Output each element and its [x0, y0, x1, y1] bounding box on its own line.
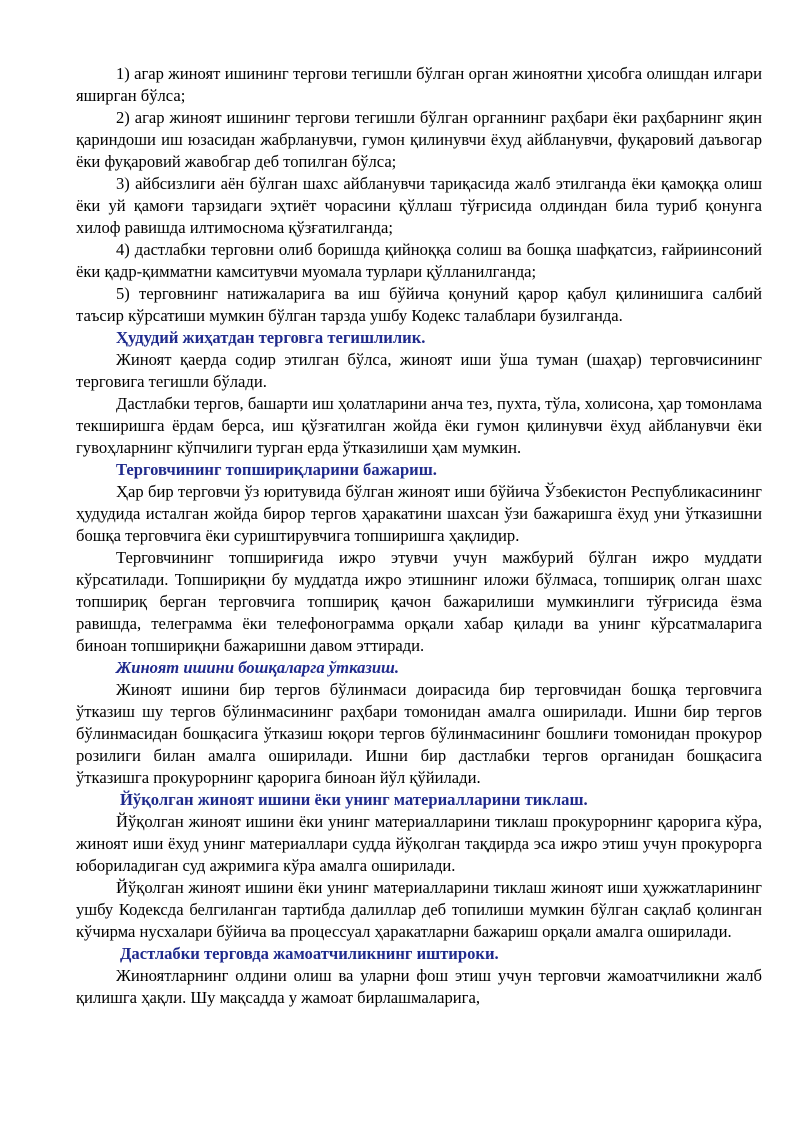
paragraph-item-4: 4) дастлабки терговни олиб боришда қийноққа солиш ва бошқа шафқатсиз, ғайриинсоний ёки қадр-қимматни камситувчи муомала турлари қўлланилганда; — [76, 240, 762, 281]
paragraph: Дастлабки тергов, башарти иш ҳолатларини анча тез, пухта, тўла, холисона, ҳар томонлама текширишга ёрдам берса, иш қўзғатилган жойда ёки гумон қилинувчи ёхуд айбланувчи ёки гувоҳларнинг кўпчилиги турган ерда ўтказилиши ҳам мумкин. — [76, 394, 762, 457]
section-heading-investigator-assignments: Терговчининг топшириқларини бажариш. — [116, 460, 437, 479]
paragraph-item-5: 5) терговнинг натижаларига ва иш бўйича қонуний қарор қабул қилинишига салбий таъсир кўрсатиши мумкин бўлган тарзда ушбу Кодекс талаблари бузилганда. — [76, 284, 762, 325]
paragraph-item-3: 3) айбсизлиги аён бўлган шахс айбланувчи тариқасида жалб этилганда ёки қамоққа олиш ёки уй қамоғи тарзидаги эҳтиёт чорасини қўллаш тўғрисида олдиндан била туриб қонунга хилоф равишда илтимоснома қўзғатилганда; — [76, 174, 762, 237]
paragraph: Жиноятларнинг олдини олиш ва уларни фош этиш учун терговчи жамоатчиликни жалб қилишга ҳақли. Шу мақсадда у жамоат бирлашмаларига, — [76, 966, 762, 1007]
paragraph: Жиноят ишини бир тергов бўлинмаси доирасида бир терговчидан бошқа терговчига ўтказиш шу тергов бўлинмасининг раҳбари томонидан амалга оширилади. Ишни бир тергов бўлинмасидан бошқасига ўтказиш юқори тергов бўлинмасининг бошлиғи томонидан прокурор розилиги билан амалга оширилади. Ишни бир дастлабки тергов органидан бошқасига ўтказишга прокурорнинг қарорига биноан йўл қўйилади. — [76, 680, 762, 787]
paragraph-item-1: 1) агар жиноят ишининг тергови тегишли бўлган орган жиноятни ҳисобга олишдан илгари яширган бўлса; — [76, 64, 762, 105]
section-heading-lost-case-restoration: Йўқолган жиноят ишини ёки унинг материалларини тиклаш. — [120, 790, 588, 809]
document-page — [76, 63, 762, 1009]
section-heading-territorial-jurisdiction: Ҳудудий жиҳатдан терговга тегишлилик. — [116, 328, 426, 347]
paragraph: Жиноят қаерда содир этилган бўлса, жиноят иши ўша туман (шаҳар) терговчисининг терговига тегишли бўлади. — [76, 350, 762, 391]
paragraph: Ҳар бир терговчи ўз юритувида бўлган жиноят иши бўйича Ўзбекистон Республикасининг ҳудудида исталган жойда бирор тергов ҳаракатини шахсан ўзи бажаришга ёхуд уни ўтказишни бошқа терговчига ёки суриштирувчига топширишга ҳақлидир. — [76, 482, 762, 545]
paragraph: Йўқолган жиноят ишини ёки унинг материалларини тиклаш жиноят иши ҳужжатларининг ушбу Кодексда белгиланган тартибда далиллар деб топилиши мумкин бўлган сақлаб қолинган кўчирма нусхалари бўйича ва процессуал ҳаракатларни бажариш орқали амалга оширилади. — [76, 878, 762, 941]
section-heading-public-participation: Дастлабки терговда жамоатчиликнинг иштироки. — [120, 944, 499, 963]
section-heading-case-transfer: Жиноят ишини бошқаларга ўтказиш. — [116, 658, 400, 677]
paragraph: Йўқолган жиноят ишини ёки унинг материалларини тиклаш прокурорнинг қарорига кўра, жиноят иши ёхуд унинг материаллари судда йўқолган тақдирда эса ижро этиш учун прокурорга юбориладиган суд ажримига кўра амалга оширилади. — [76, 812, 762, 875]
paragraph-item-2: 2) агар жиноят ишининг тергови тегишли бўлган органнинг раҳбари ёки раҳбарнинг яқин қариндоши иш юзасидан жабрланувчи, гумон қилинувчи ёхуд айбланувчи, фуқаровий даъвогар ёки фуқаровий жавобгар деб топилган бўлса; — [76, 108, 762, 171]
paragraph: Терговчининг топшириғида ижро этувчи учун мажбурий бўлган ижро муддати кўрсатилади. Топшириқни бу муддатда ижро этишнинг иложи бўлмаса, топшириқ олган шахс топшириқ берган терговчига топшириқ қачон бажарилиши мумкинлиги тўғрисида ёзма равишда, телеграмма ёки телефонограмма орқали хабар қилади ва унинг кўрсатмаларига биноан топшириқни бажаришни давом эттиради. — [76, 548, 762, 655]
